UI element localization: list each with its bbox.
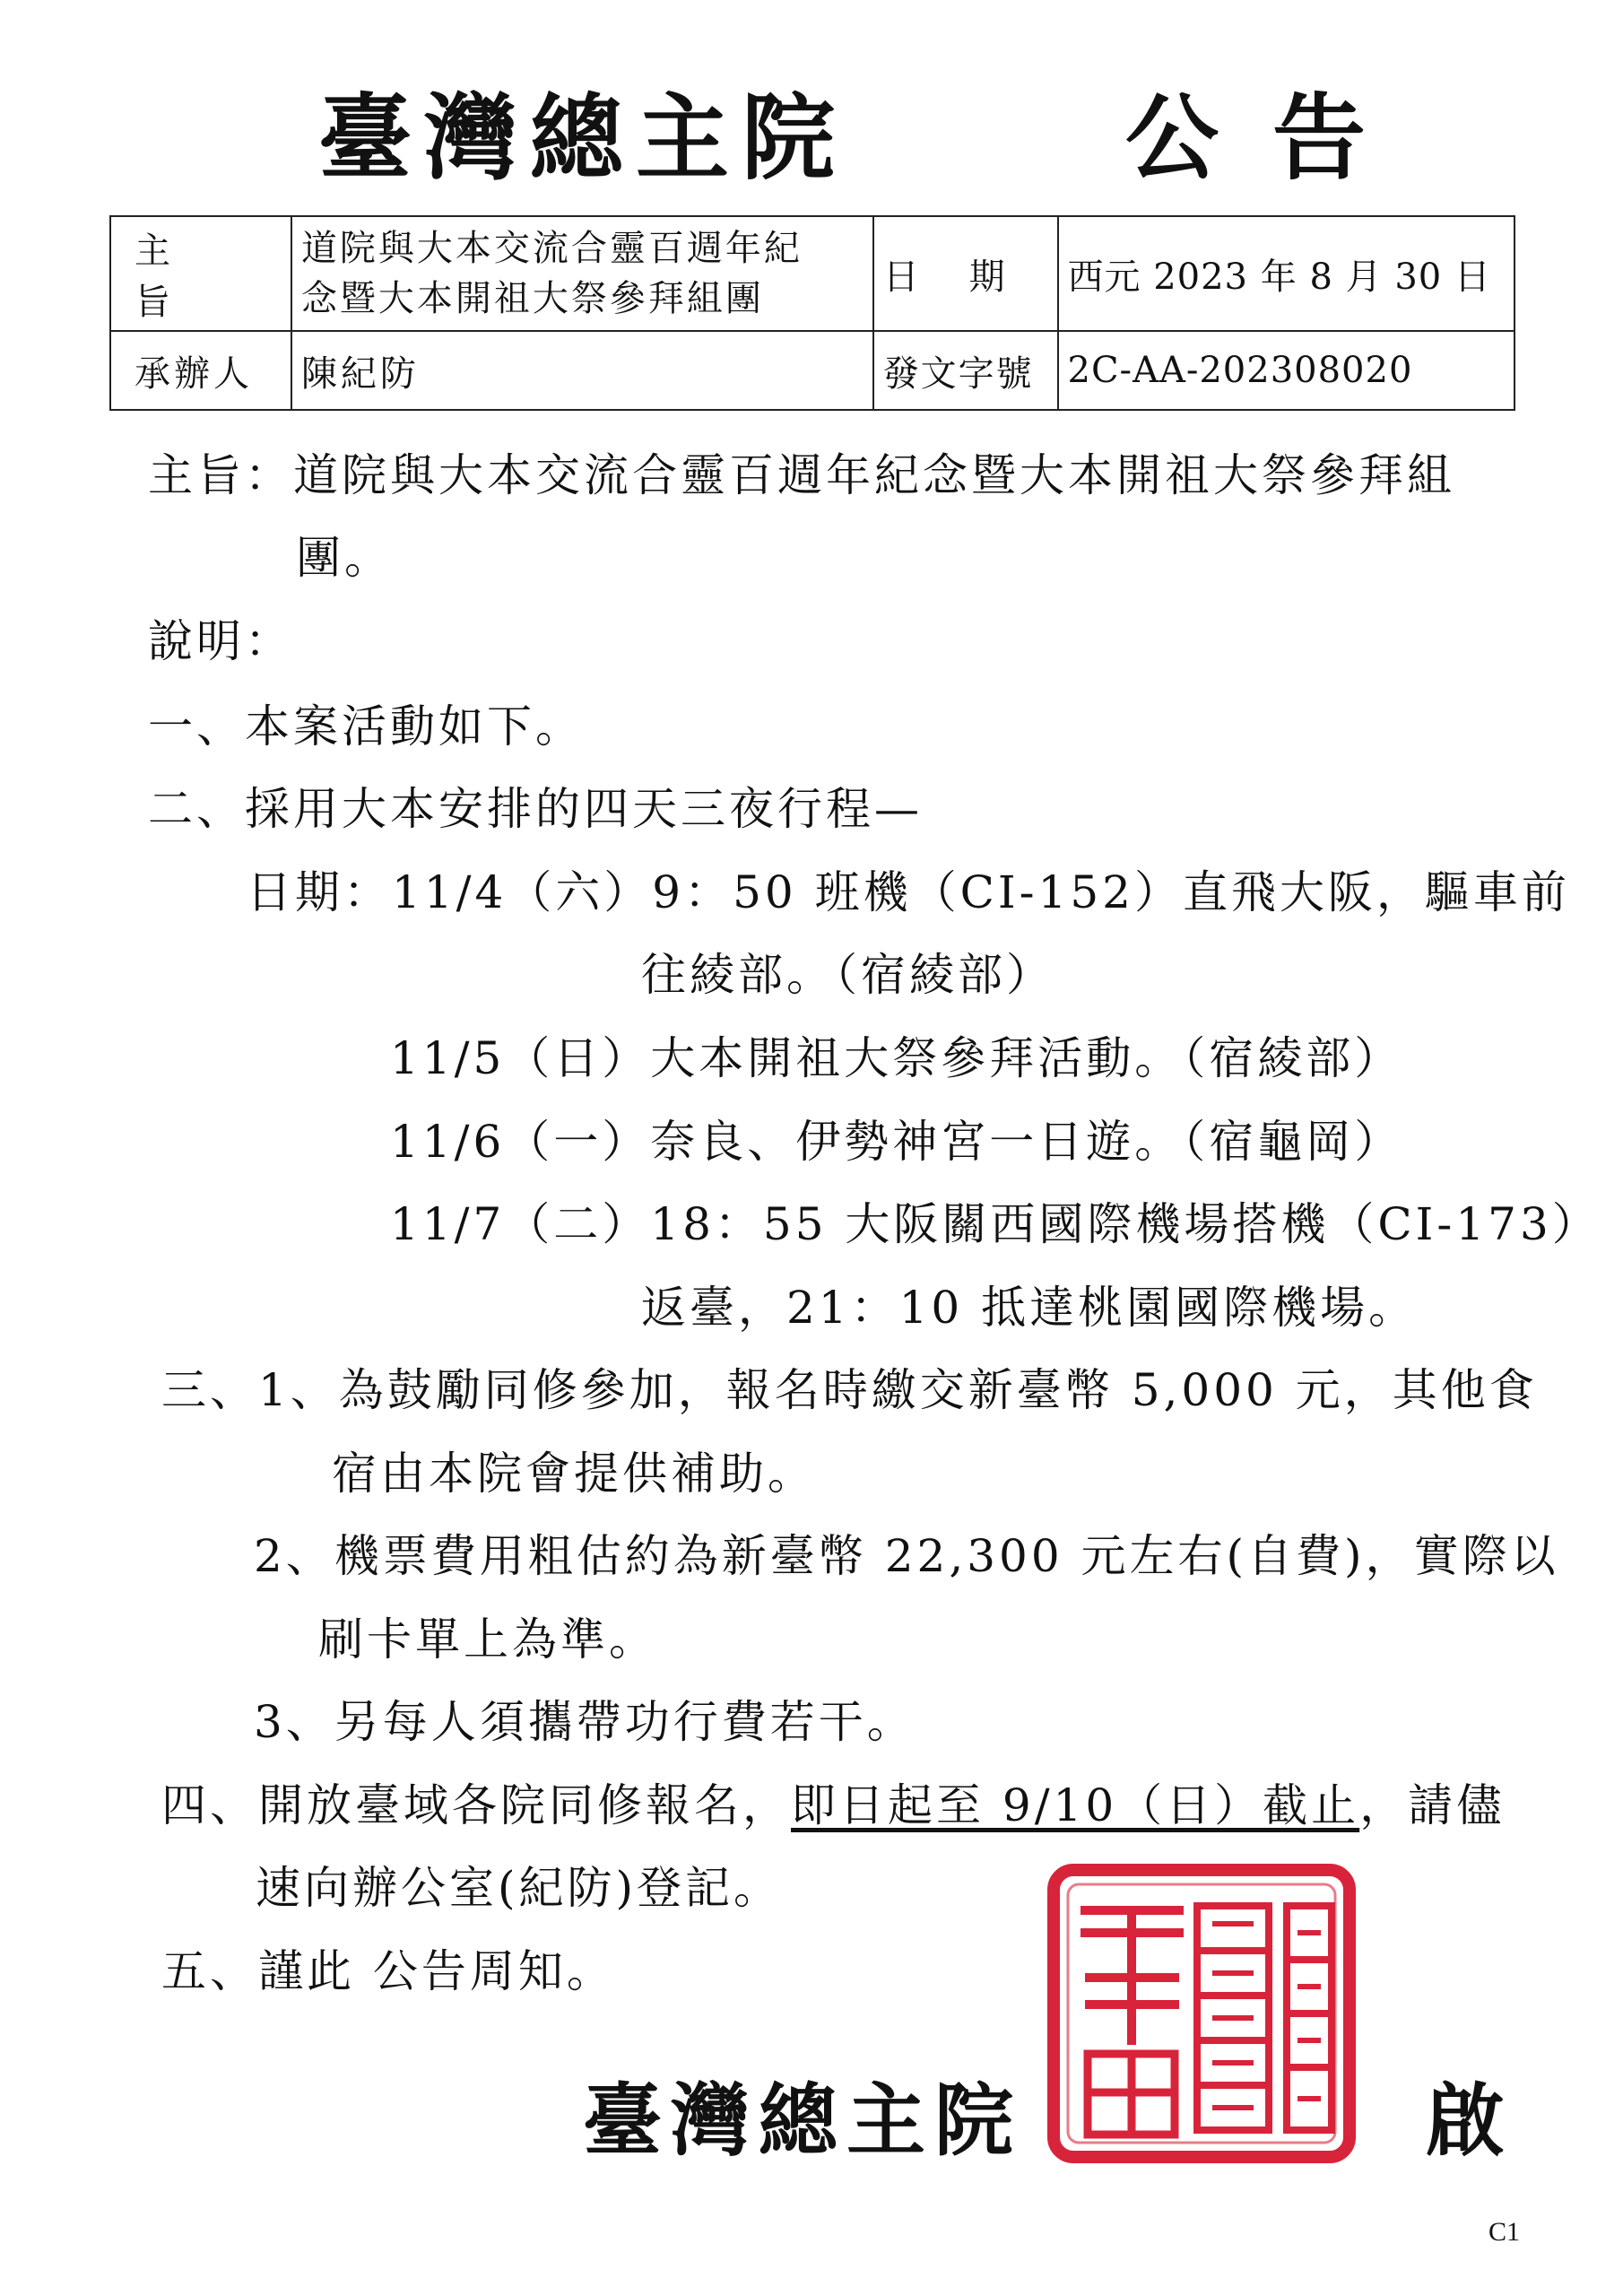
item-3-p1-line2: 宿由本院會提供補助。	[332, 1448, 816, 1500]
item-3-p3: 3、另每人須攜帶功行費若干。	[254, 1696, 916, 1748]
schedule-day2: 11/5（日）大本開祖大祭參拜活動。（宿綾部）	[390, 1032, 1403, 1084]
item-4-prefix: 四、開放臺域各院同修報名，	[161, 1779, 791, 1831]
explain-label: 說明：	[148, 615, 293, 667]
item-3-p2-line1: 2、機票費用粗估約為新臺幣 22,300 元左右(自費)，實際以	[254, 1530, 1559, 1582]
date-label: 日 期	[873, 216, 1058, 331]
docno-value: 2C-AA-202308020	[1058, 331, 1515, 410]
item-3-p1-line1: 三、1、為鼓勵同修參加，報名時繳交新臺幣 5,000 元，其他食	[161, 1364, 1538, 1416]
subject-value	[291, 216, 873, 331]
handler-value: 陳紀防	[291, 331, 873, 410]
schedule-day1-line2: 往綾部。（宿綾部）	[641, 949, 1055, 1001]
subject-line-1: 道院與大本交流合靈百週年紀	[300, 228, 803, 269]
item-2: 二、採用大本安排的四天三夜行程—	[148, 783, 923, 835]
item-4-suffix: ，請儘	[1359, 1779, 1506, 1831]
item-4-deadline: 即日起至 9/10（日）截止	[791, 1779, 1360, 1831]
purpose-line-1: 主旨：道院與大本交流合靈百週年紀念暨大本開祖大祭參拜組	[148, 449, 1455, 501]
item-3-p2-line2: 刷卡單上為準。	[318, 1613, 657, 1665]
meta-row-handler	[110, 331, 1515, 410]
header-notice-title: 公告	[1125, 83, 1420, 193]
meta-table	[109, 215, 1515, 411]
item-5: 五、謹此 公告周知。	[161, 1945, 615, 1997]
schedule-day3: 11/6（一）奈良、伊勢神宮一日遊。（宿龜岡）	[390, 1116, 1403, 1168]
subject-label: 主 旨	[110, 216, 291, 331]
date-value: 西元 2023 年 8 月 30 日	[1058, 216, 1515, 331]
item-4-line1	[161, 1770, 1505, 1834]
item-1: 一、本案活動如下。	[148, 700, 584, 752]
schedule-day4-line1: 11/7（二）18：55 大阪關西國際機場搭機（CI-173）	[390, 1198, 1601, 1250]
item-4-line2: 速向辦公室(紀防)登記。	[256, 1862, 783, 1914]
schedule-day4-line2: 返臺，21：10 抵達桃園國際機場。	[641, 1282, 1418, 1334]
schedule-day1-line1: 日期：11/4（六）9：50 班機（CI-152）直飛大阪，驅車前	[247, 866, 1570, 918]
meta-row-subject	[110, 216, 1515, 331]
purpose-line-2: 團。	[296, 532, 393, 584]
signature-org: 臺灣總主院	[583, 2074, 1023, 2167]
header-org-title: 臺灣總主院	[318, 83, 848, 193]
page-number: C1	[1488, 2217, 1521, 2247]
subject-line-2: 念暨大本開祖大祭參拜組團	[300, 278, 764, 319]
official-seal-stamp	[1045, 1861, 1358, 2166]
docno-label: 發文字號	[873, 331, 1058, 410]
signature-action: 啟	[1426, 2074, 1506, 2167]
handler-label: 承辦人	[110, 331, 291, 410]
